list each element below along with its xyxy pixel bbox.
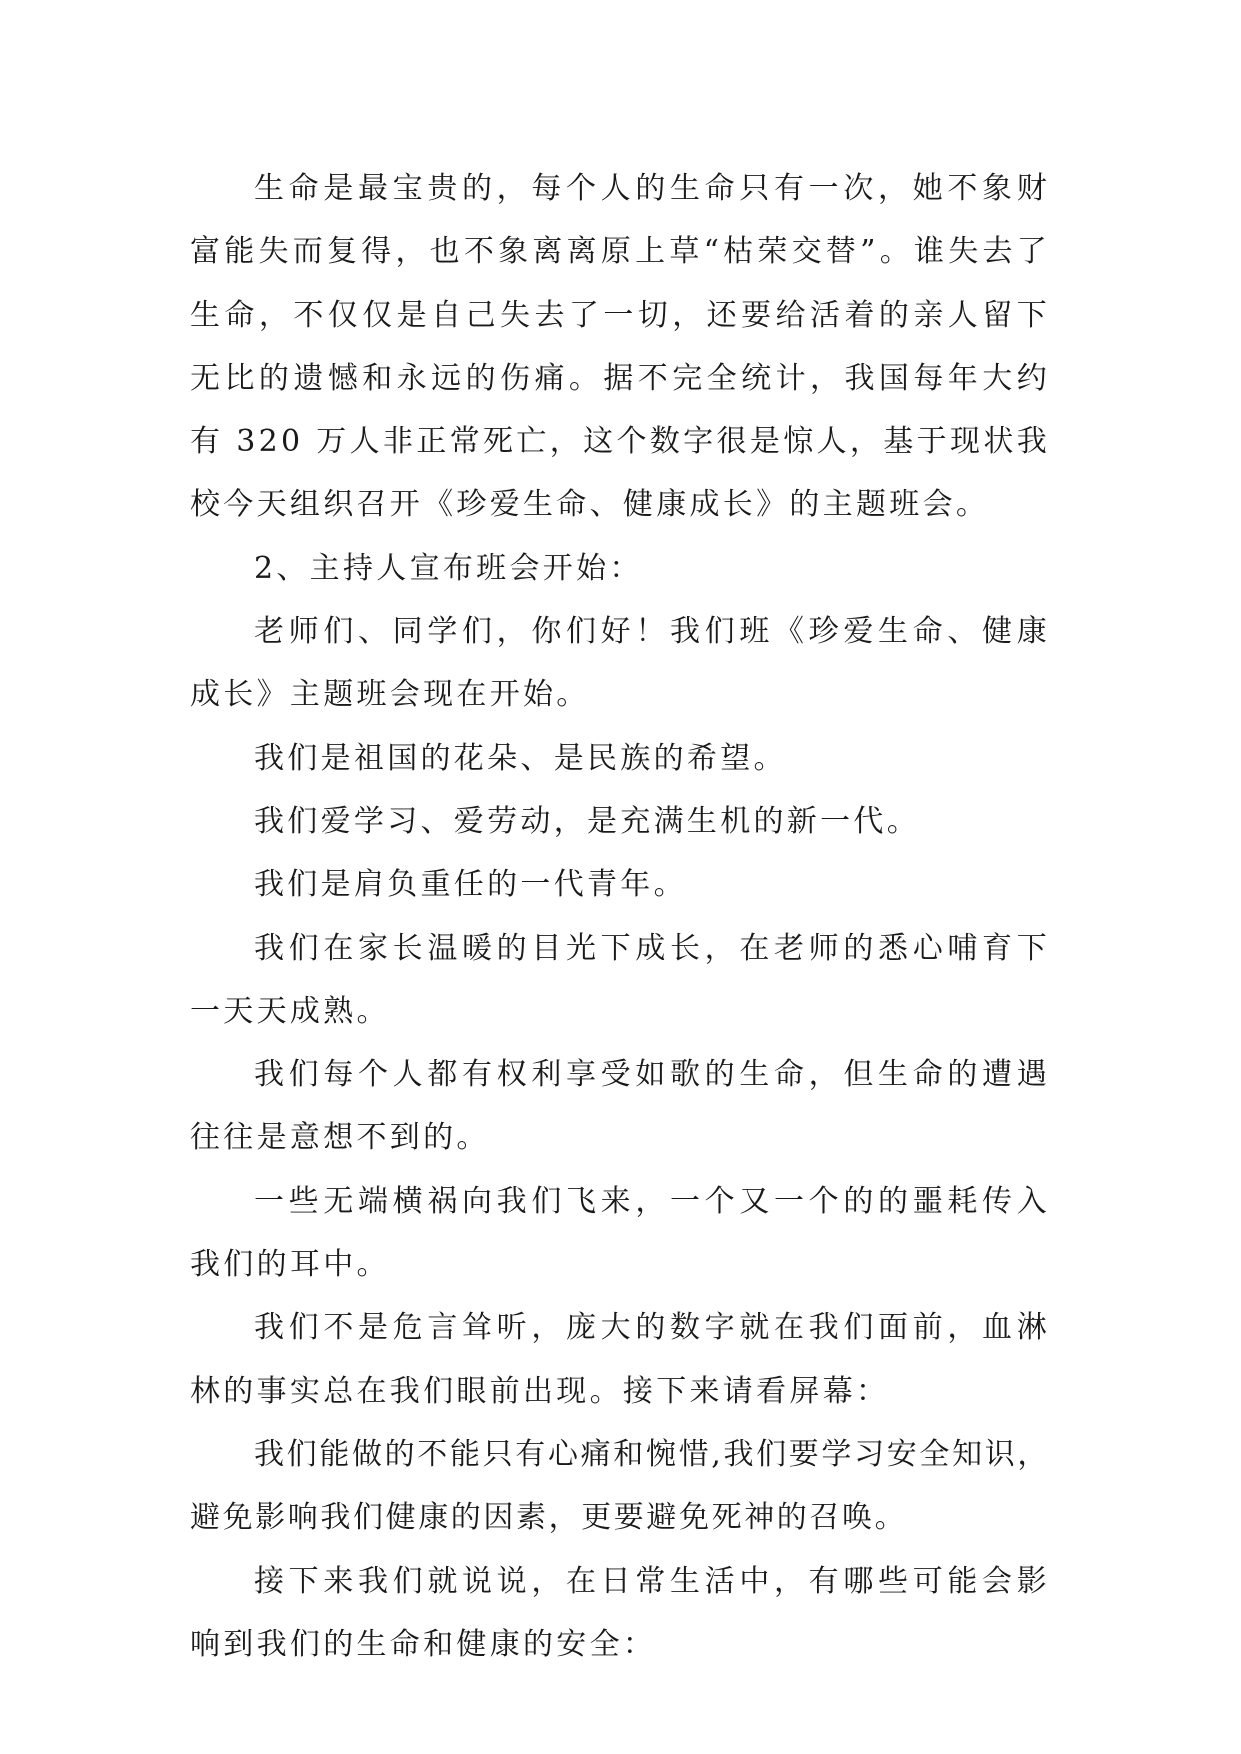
paragraph-host-announcement: 2、主持人宣布班会开始： bbox=[254, 550, 643, 586]
paragraph-line: 我们不是危言耸听，庞大的数字就在我们面前，血淋林的事实总在我们眼前出现。接下来请看屏幕： bbox=[190, 1310, 1050, 1409]
paragraph-closing: 接下来我们就说说，在日常生活中，有哪些可能会影响到我们的生命和健康的安全： bbox=[190, 1563, 1050, 1662]
paragraph-line: 我们能做的不能只有心痛和惋惜,我们要学习安全知识，避免影响我们健康的因素，更要避免死神的召唤。 bbox=[190, 1436, 1050, 1536]
document-page bbox=[190, 157, 1050, 1676]
paragraph-line: 我们在家长温暖的目光下成长，在老师的悉心哺育下一天天成熟。 bbox=[190, 930, 1050, 1029]
paragraph-greeting: 老师们、同学们，你们好！我们班《珍爱生命、健康成长》主题班会现在开始。 bbox=[190, 614, 1050, 713]
paragraph-intro: 生命是最宝贵的，每个人的生命只有一次，她不象财富能失而复得，也不象离离原上草“枯荣交替”。谁失去了生命，不仅仅是自己失去了一切，还要给活着的亲人留下无比的遗憾和永远的伤痛。据不完全统计，我国每年大约有 320 万人非正常死亡，这个数字很是惊人，基于现状我校今天组织召开《珍爱生命、健康成长》的主题班会。 bbox=[190, 171, 1050, 523]
paragraph-line: 一些无端横祸向我们飞来，一个又一个的的噩耗传入我们的耳中。 bbox=[190, 1183, 1050, 1283]
paragraph-line: 我们每个人都有权利享受如歌的生命，但生命的遭遇往往是意想不到的。 bbox=[190, 1057, 1050, 1156]
paragraph-line: 我们是肩负重任的一代青年。 bbox=[254, 867, 687, 903]
paragraph-line: 我们爱学习、爱劳动，是充满生机的新一代。 bbox=[254, 803, 920, 839]
paragraph-line: 我们是祖国的花朵、是民族的希望。 bbox=[254, 740, 787, 776]
